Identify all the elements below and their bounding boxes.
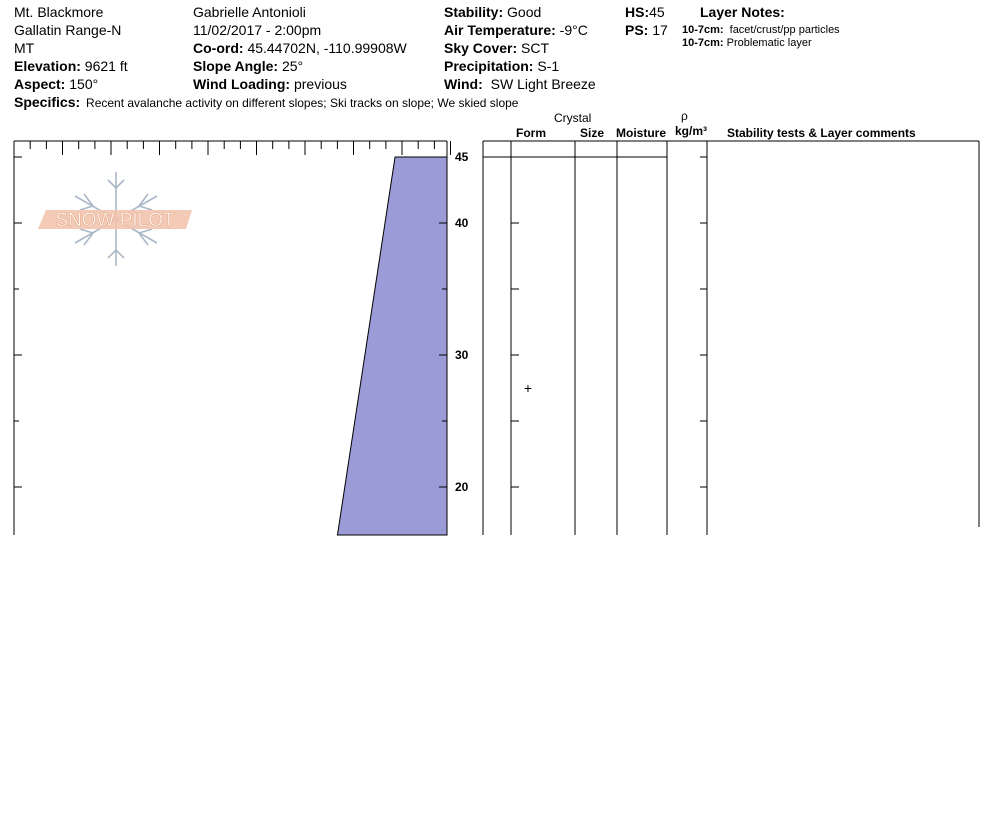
state-name: MT (14, 40, 35, 56)
ps-value: 17 (652, 22, 668, 38)
layer-note-1-text: facet/crust/pp particles (726, 24, 840, 36)
density-unit-header: kg/m³ (675, 124, 708, 138)
coord-label: Co-ord: (193, 40, 244, 56)
precip-label: Precipitation: (444, 58, 534, 74)
logo-text: SNOW PILOT (55, 210, 175, 231)
wind-label: Wind: (444, 76, 483, 92)
hs-value: 45 (649, 4, 665, 20)
aspect-value: 150° (69, 76, 99, 92)
specifics-value: Recent avalanche activity on different slopes; Ski tracks on slope; We skied slope (86, 96, 519, 110)
height-tick-label: 45 (455, 150, 469, 164)
range-name: Gallatin Range-N (14, 22, 122, 38)
location-name: Mt. Blackmore (14, 4, 104, 20)
layer-notes-label: Layer Notes: (700, 4, 785, 20)
wind-loading-value: previous (293, 76, 347, 92)
crystal-header: Crystal (554, 111, 592, 125)
wind-loading-label: Wind Loading: (193, 76, 291, 92)
layer-note-1-depth: 10-7cm: (682, 24, 724, 36)
height-tick-label: 30 (455, 348, 469, 362)
stability-label: Stability: (444, 4, 504, 20)
wind-value: SW Light Breeze (490, 76, 596, 92)
rho-header: ρ (681, 109, 688, 123)
snowpilot-logo (38, 172, 192, 266)
sky-label: Sky Cover: (444, 40, 518, 56)
slope-value: 25° (281, 58, 304, 74)
layer-note-2-text: Problematic layer (723, 37, 812, 49)
hs-label: HS: (625, 4, 650, 20)
form-header: Form (516, 126, 546, 140)
height-tick-label: 40 (455, 216, 469, 230)
sky-value: SCT (521, 40, 550, 56)
height-tick-label: 20 (455, 480, 469, 494)
observer-name: Gabrielle Antonioli (193, 4, 306, 20)
stability-comments-header: Stability tests & Layer comments (727, 126, 916, 140)
air-temp-label: Air Temperature: (444, 22, 556, 38)
hardness-profile-area (337, 157, 447, 535)
slope-label: Slope Angle: (193, 58, 279, 74)
elevation-value: 9621 ft (84, 58, 128, 74)
precip-value: S-1 (537, 58, 560, 74)
elevation-label: Elevation: (14, 58, 81, 74)
air-temp-value: -9°C (559, 22, 588, 38)
ps-label: PS: (625, 22, 649, 38)
hardness-scale-ticks (14, 141, 451, 155)
specifics-label: Specifics: (14, 94, 81, 110)
aspect-label: Aspect: (14, 76, 66, 92)
grain-form-marker: + (523, 380, 533, 396)
size-header: Size (580, 126, 605, 140)
coord-value: 45.44702N, -110.99908W (247, 40, 407, 56)
observation-datetime: 11/02/2017 - 2:00pm (193, 22, 322, 38)
moisture-header: Moisture (616, 126, 667, 140)
layer-note-2-depth: 10-7cm: (682, 37, 724, 49)
table-height-ticks (511, 157, 707, 487)
stability-value: Good (507, 4, 542, 20)
